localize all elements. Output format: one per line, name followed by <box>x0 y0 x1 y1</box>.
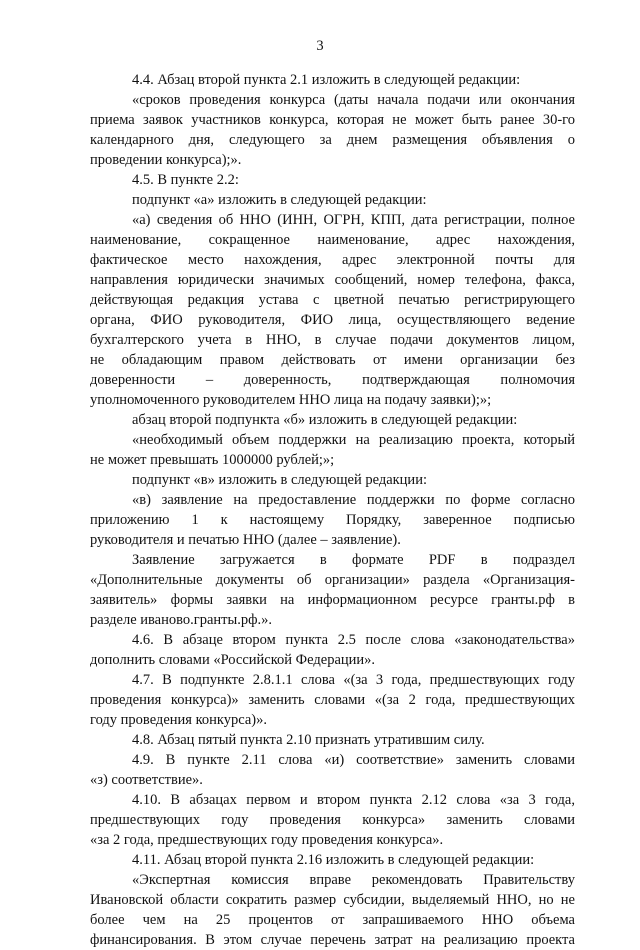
text-line: 4.6. В абзаце втором пункта 2.5 после слова «законодательства» <box>132 632 575 648</box>
text-line: дополнить словами «Российской Федерации». <box>90 652 376 668</box>
text-line: проведении конкурса);». <box>90 152 242 168</box>
text-line: финансирования. В этом случае перечень затрат на реализацию проекта <box>90 932 575 948</box>
text-line: наименование, сокращенное наименование, адрес нахождения, <box>90 232 575 248</box>
document-body <box>90 70 575 950</box>
text-line: заявитель» формы заявки на информационном ресурсе гранты.рф в <box>90 592 575 608</box>
text-line: календарного дня, следующего за днем размещения объявления о <box>90 132 575 148</box>
text-line: органа, ФИО руководителя, ФИО лица, осуществляющего ведение <box>90 312 575 328</box>
text-line: 4.10. В абзацах первом и втором пункта 2.12 слова «за 3 года, <box>132 792 575 808</box>
text-line: действующая редакция устава с цветной печатью регистрирующего <box>90 292 575 308</box>
text-line: «Экспертная комиссия вправе рекомендовать Правительству <box>132 872 575 888</box>
text-line: предшествующих году проведения конкурса» заменить словами <box>90 812 575 828</box>
text-line: году проведения конкурса)». <box>90 712 267 728</box>
text-line: руководителя и печатью ННО (далее – заявление). <box>90 532 401 548</box>
text-line: 4.11. Абзац второй пункта 2.16 изложить в следующей редакции: <box>132 852 535 868</box>
text-line: приема заявок участников конкурса, которая не может быть ранее 30-го <box>90 112 575 128</box>
text-line: 4.8. Абзац пятый пункта 2.10 признать утратившим силу. <box>132 732 485 748</box>
text-line: не обладающим правом действовать от имени организации без <box>90 352 575 368</box>
text-line: разделе иваново.гранты.рф.». <box>90 612 272 628</box>
text-line: более чем на 25 процентов от запрашиваемого ННО объема <box>90 912 575 928</box>
text-line: проведения конкурса)» заменить словами «(за 2 года, предшествующих <box>90 692 575 708</box>
text-line: «в) заявление на предоставление поддержки по форме согласно <box>132 492 575 508</box>
text-line: «необходимый объем поддержки на реализацию проекта, который <box>132 432 575 448</box>
text-line: направления юридически значимых сообщений, номер телефона, факса, <box>90 272 575 288</box>
text-line: бухгалтерского учета в ННО, в случае подачи документов лицом, <box>90 332 575 348</box>
text-line: абзац второй подпункта «б» изложить в следующей редакции: <box>132 412 518 428</box>
text-line: Заявление загружается в формате PDF в подраздел <box>132 552 575 568</box>
text-line: приложению 1 к настоящему Порядку, заверенное подписью <box>90 512 575 528</box>
page-number: 3 <box>316 38 324 54</box>
text-line: 4.9. В пункте 2.11 слова «и) соответствие» заменить словами <box>132 752 575 768</box>
text-line: подпункт «в» изложить в следующей редакции: <box>132 472 427 488</box>
text-line: «з) соответствие». <box>90 772 203 788</box>
text-line: «сроков проведения конкурса (даты начала подачи или окончания <box>132 92 575 108</box>
text-line: «а) сведения об ННО (ИНН, ОГРН, КПП, дата регистрации, полное <box>132 212 575 228</box>
text-line: не может превышать 1000000 рублей;»; <box>90 452 335 468</box>
text-line: доверенности – доверенность, подтверждающая полномочия <box>90 372 575 388</box>
text-line: 4.7. В подпункте 2.8.1.1 слова «(за 3 года, предшествующих году <box>132 672 575 688</box>
text-line: Ивановской области сократить размер субсидии, выделяемый ННО, но не <box>90 892 575 908</box>
text-line: подпункт «а» изложить в следующей редакции: <box>132 192 427 208</box>
text-line: «Дополнительные документы об организации» раздела «Организация- <box>90 572 575 588</box>
text-line: уполномоченного руководителем ННО лица на подачу заявки);»; <box>90 392 492 408</box>
text-line: 4.5. В пункте 2.2: <box>132 172 239 188</box>
text-line: 4.4. Абзац второй пункта 2.1 изложить в следующей редакции: <box>132 72 521 88</box>
text-line: фактическое место нахождения, адрес электронной почты для <box>90 252 575 268</box>
text-line: «за 2 года, предшествующих году проведения конкурса». <box>90 832 444 848</box>
